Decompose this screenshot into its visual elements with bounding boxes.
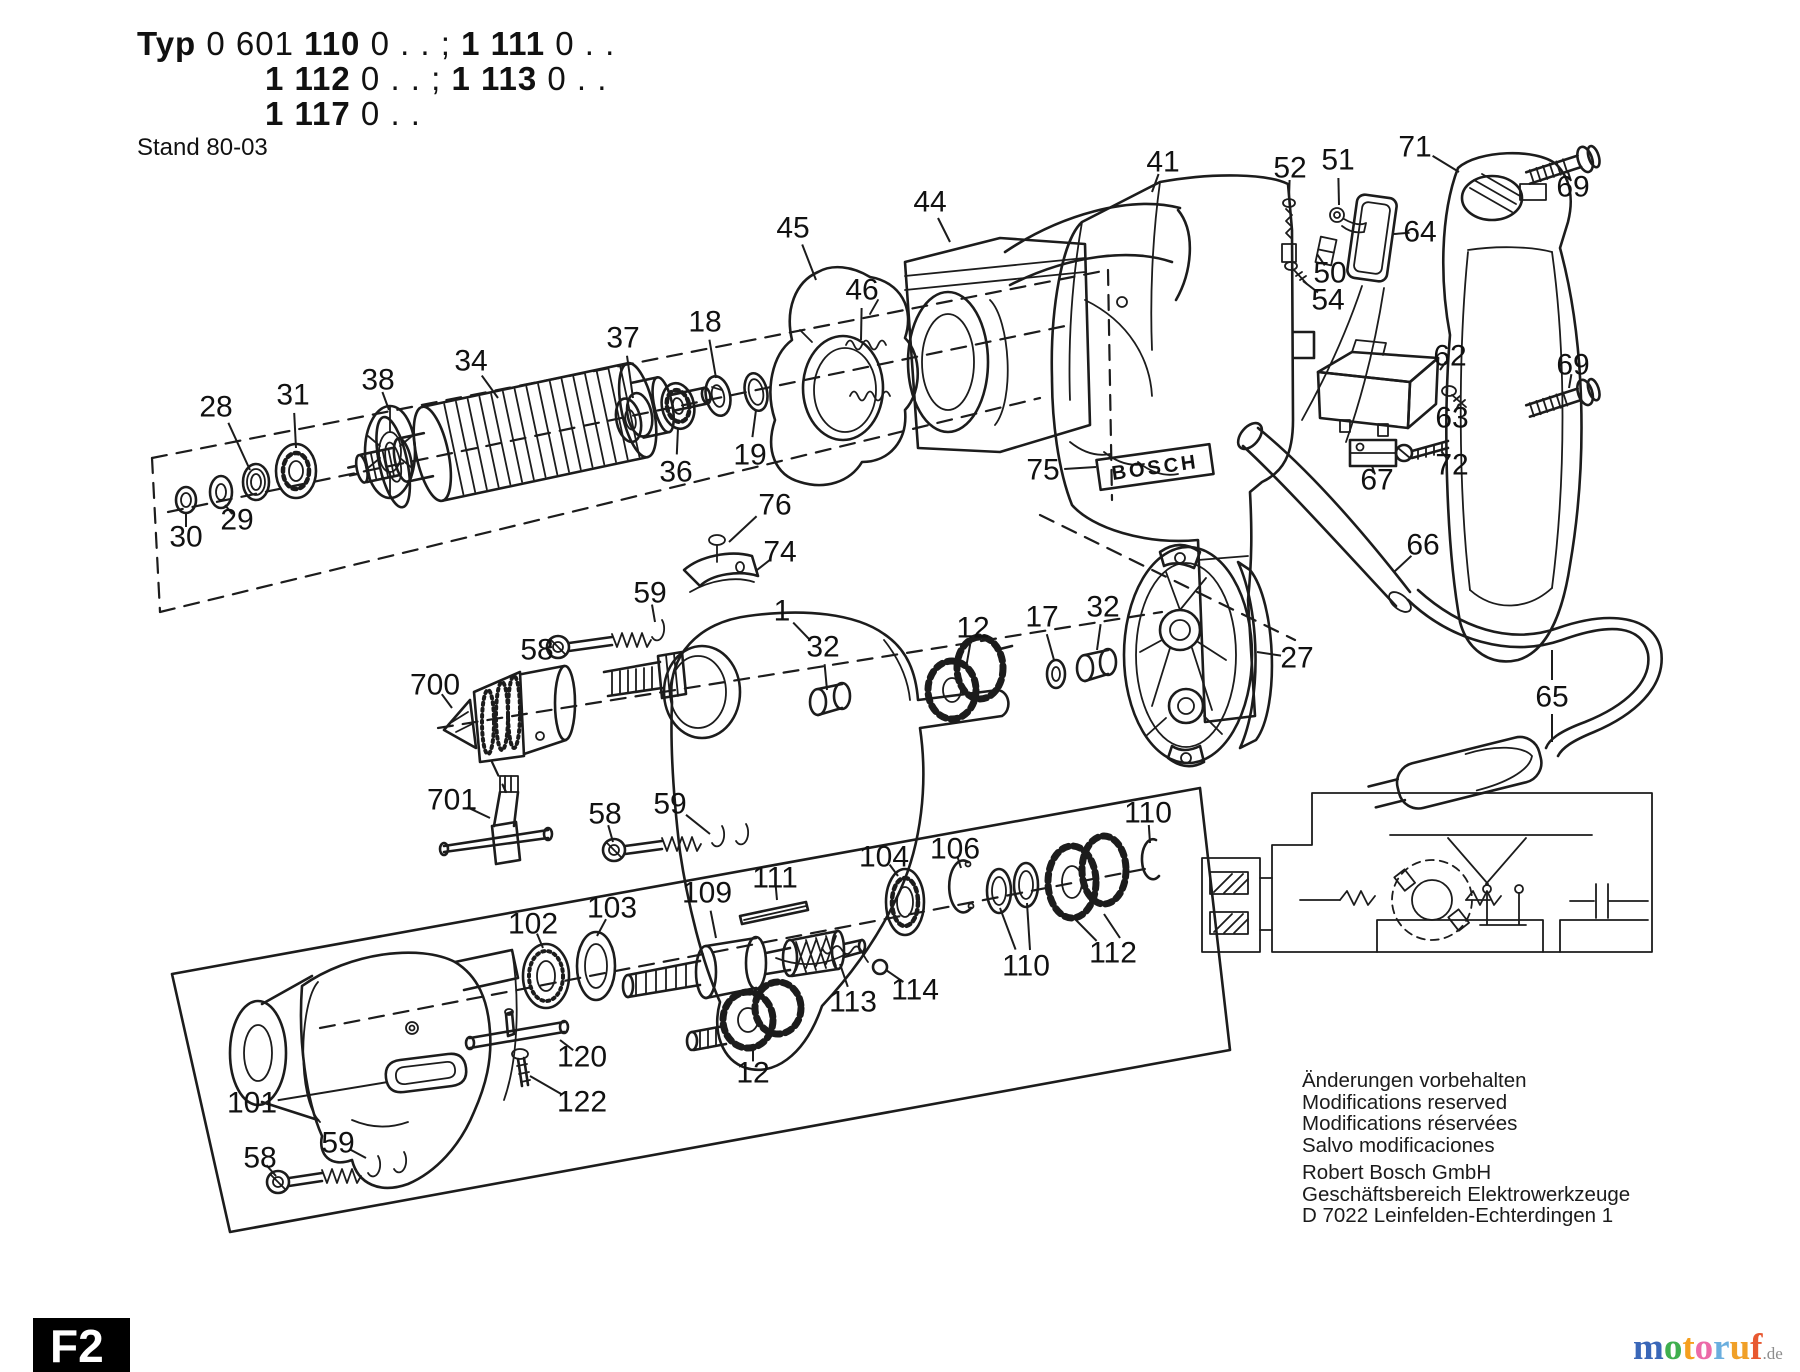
watermark-logo (1633, 1326, 1783, 1369)
part-label-59: 59 (633, 576, 667, 610)
part-label-27: 27 (1280, 641, 1314, 675)
company-line: Robert Bosch GmbH (1302, 1161, 1492, 1184)
lower-assembly-frame (172, 788, 1230, 1232)
leader-line-109 (711, 911, 716, 938)
company-line: Geschäftsbereich Elektrowerkzeuge (1302, 1182, 1631, 1206)
note-line: Änderungen vorbehalten (1302, 1069, 1527, 1092)
part-label-112: 112 (1089, 936, 1137, 970)
part-label-63: 63 (1435, 401, 1469, 435)
watermark-letter: t (1682, 1327, 1695, 1368)
leader-line-36 (677, 428, 678, 454)
part-label-120: 120 (556, 1040, 608, 1074)
part-label-62: 62 (1433, 339, 1467, 373)
part-label-74: 74 (763, 535, 797, 569)
leader-line-76 (729, 516, 757, 542)
leader-line-75 (1064, 467, 1096, 469)
part-label-76: 76 (758, 488, 792, 522)
part-label-75: 75 (1026, 453, 1060, 487)
part-label-111: 111 (752, 861, 798, 895)
part-label-69: 69 (1556, 170, 1590, 204)
part-label-104: 104 (858, 840, 910, 874)
note-line: Modifications réservées (1302, 1112, 1518, 1135)
part-label-122: 122 (556, 1085, 608, 1119)
part-label-52: 52 (1273, 151, 1307, 185)
leader-line-101 (278, 1082, 388, 1100)
company-line: D 7022 Leinfelden-Echterdingen 1 (1302, 1204, 1614, 1227)
extra-leader-line-2 (1027, 903, 1030, 950)
part-label-17: 17 (1025, 600, 1059, 634)
leader-line-110 (1000, 908, 1016, 950)
part-label-66: 66 (1406, 528, 1440, 562)
part-label-32: 32 (806, 630, 840, 664)
part-label-113: 113 (829, 985, 877, 1019)
part-label-59: 59 (321, 1126, 355, 1160)
leader-line-46 (861, 308, 862, 340)
part-label-69: 69 (1556, 348, 1590, 382)
part-label-34: 34 (454, 344, 488, 378)
part-label-72: 72 (1435, 448, 1469, 482)
part-label-46: 46 (845, 273, 879, 307)
upper-gear-train (810, 637, 1116, 719)
brand-plate-text: BOSCH (1110, 451, 1200, 485)
leader-line-59 (686, 815, 710, 834)
page-badge (33, 1318, 130, 1372)
part-label-36: 36 (659, 455, 693, 489)
leader-line-51 (1338, 178, 1339, 205)
leader-line-32 (1097, 624, 1101, 650)
part-label-103: 103 (586, 891, 638, 925)
part-label-38: 38 (361, 363, 395, 397)
chuck (444, 666, 575, 762)
stand-date: Stand 80-03 (137, 134, 268, 161)
leader-line-31 (294, 413, 296, 448)
note-line: Salvo modificaciones (1302, 1133, 1495, 1157)
watermark-letter: f (1750, 1327, 1763, 1368)
leader-line-18 (709, 340, 716, 378)
part-labels-layer (169, 131, 1589, 1177)
leader-line-19 (752, 410, 756, 437)
watermark-letter: o (1663, 1327, 1683, 1368)
part-label-58: 58 (520, 633, 554, 667)
page-badge-text: F2 (50, 1320, 104, 1372)
part-label-37: 37 (606, 321, 640, 355)
wiring-schematic (1202, 793, 1652, 952)
brush-cover-strap (684, 535, 758, 592)
part-label-28: 28 (199, 390, 233, 424)
part-label-58: 58 (243, 1141, 277, 1175)
part-label-50: 50 (1313, 256, 1347, 290)
part-label-700: 700 (409, 668, 461, 702)
part-label-29: 29 (220, 503, 254, 537)
watermark-letter: u (1729, 1327, 1751, 1368)
part-label-18: 18 (688, 305, 722, 339)
leader-line-44 (938, 218, 950, 242)
part-label-58: 58 (588, 797, 622, 831)
part-label-110: 110 (1124, 796, 1172, 830)
part-label-44: 44 (913, 185, 947, 219)
part-label-12: 12 (736, 1056, 770, 1090)
part-label-32: 32 (1086, 590, 1120, 624)
leader-line-28 (228, 423, 250, 470)
part-label-102: 102 (507, 907, 559, 941)
part-label-65: 65 (1535, 680, 1569, 714)
part-label-41: 41 (1146, 145, 1180, 179)
part-label-114: 114 (891, 973, 939, 1007)
part-label-109: 109 (681, 876, 733, 910)
watermark-suffix: .de (1762, 1344, 1783, 1363)
part-label-110: 110 (1002, 949, 1050, 983)
modification-notes (1302, 1070, 1527, 1156)
company-address (1302, 1162, 1630, 1227)
clamp-screw-upper (547, 620, 664, 658)
part-label-1: 1 (773, 594, 791, 628)
part-label-64: 64 (1403, 215, 1437, 249)
watermark-letter: r (1713, 1327, 1730, 1368)
part-label-45: 45 (776, 211, 810, 245)
watermark-letter: m (1633, 1327, 1664, 1368)
part-label-30: 30 (169, 520, 203, 554)
part-label-12: 12 (956, 611, 990, 645)
leader-line-17 (1047, 634, 1054, 660)
typ-label: Typ (137, 25, 197, 62)
leader-line-32 (825, 664, 827, 690)
type-codes-line-2: 1 112 0 . . ; 1 113 0 . . (265, 60, 608, 97)
part-label-19: 19 (733, 438, 767, 472)
part-label-54: 54 (1311, 283, 1345, 317)
part-label-106: 106 (929, 832, 981, 866)
part-label-701: 701 (426, 783, 478, 817)
leader-line-27 (1257, 652, 1281, 656)
type-codes-line-3: 1 117 0 . . (265, 95, 421, 132)
part-label-31: 31 (276, 378, 310, 412)
part-label-51: 51 (1321, 143, 1355, 177)
extra-leader-line-3 (1104, 914, 1120, 938)
leader-line-71 (1433, 156, 1459, 172)
part-label-59: 59 (653, 787, 687, 821)
type-codes-line-1: Typ 0 601 110 0 . . ; 1 111 0 . . (137, 25, 616, 62)
bearing-plate (770, 267, 917, 485)
note-line: Modifications reserved (1302, 1090, 1508, 1114)
field-stator (905, 204, 1190, 452)
clamp-screw-mid (603, 824, 748, 861)
part-label-101: 101 (226, 1086, 278, 1120)
watermark-letter: o (1694, 1327, 1714, 1368)
part-label-67: 67 (1360, 463, 1394, 497)
leader-line-45 (802, 244, 816, 280)
part-label-71: 71 (1398, 130, 1432, 164)
brand-plate (1096, 444, 1213, 490)
